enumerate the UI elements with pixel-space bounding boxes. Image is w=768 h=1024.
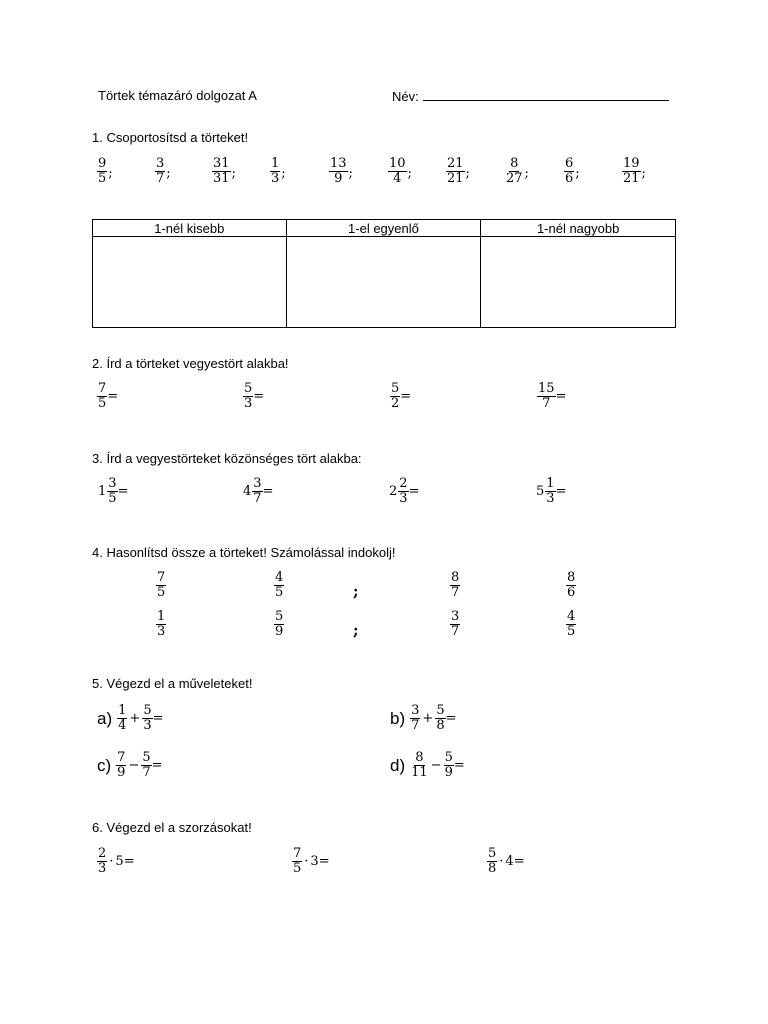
denominator: 8 [436, 718, 445, 733]
denominator: 3 [271, 171, 280, 186]
numerator: 1 [271, 156, 280, 171]
numerator: 8 [415, 750, 424, 765]
name-label: Név: [392, 89, 419, 104]
separator: ; [524, 166, 529, 181]
task1-fraction [155, 157, 171, 186]
denominator: 3 [244, 396, 253, 411]
equals-sign: = [262, 484, 274, 499]
denominator: 21 [447, 171, 464, 186]
denominator: 5 [108, 491, 117, 506]
task1-fraction [212, 157, 236, 186]
whole-part: 4 [243, 484, 252, 499]
denominator: 21 [623, 171, 640, 186]
numerator: 15 [538, 381, 555, 396]
operator: − [430, 758, 442, 773]
numerator: 19 [623, 156, 640, 171]
operator: + [129, 711, 141, 726]
numerator: 9 [98, 156, 107, 171]
numerator: 10 [389, 156, 406, 171]
equals-sign: = [445, 711, 457, 726]
numerator: 3 [451, 609, 460, 624]
denominator: 4 [118, 718, 127, 733]
task3-exercise [389, 477, 419, 506]
task5-exercise-d [390, 751, 465, 780]
task4-fraction [566, 571, 576, 600]
operator: · [304, 854, 309, 869]
numerator: 2 [98, 846, 107, 861]
task2-exercise [537, 382, 566, 411]
numerator: 3 [156, 156, 165, 171]
numerator: 4 [275, 570, 284, 585]
whole-part: 2 [389, 484, 398, 499]
equals-sign: = [253, 389, 265, 404]
separator: ; [166, 166, 171, 181]
factor: 4 [505, 854, 514, 869]
task4-fraction [274, 610, 284, 639]
denominator: 7 [451, 585, 460, 600]
denominator: 9 [117, 765, 126, 780]
task4-heading: 4. Hasonlítsd össze a törteket! Számolással indokolj! [92, 545, 396, 560]
denominator: 3 [399, 491, 408, 506]
task4-fraction [274, 571, 284, 600]
task5-exercise-c [97, 751, 163, 780]
task4-fraction [156, 610, 166, 639]
numerator: 4 [567, 609, 576, 624]
denominator: 7 [411, 718, 420, 733]
numerator: 1 [546, 476, 555, 491]
task1-fraction [97, 157, 113, 186]
numerator: 7 [117, 750, 126, 765]
denominator: 7 [253, 491, 262, 506]
denominator: 9 [275, 624, 284, 639]
task2-exercise [390, 382, 411, 411]
task4-fraction [566, 610, 576, 639]
task6-exercise [292, 847, 330, 876]
equals-sign: = [408, 484, 420, 499]
denominator: 8 [488, 861, 497, 876]
equals-sign: = [152, 711, 164, 726]
numerator: 5 [143, 703, 152, 718]
denominator: 5 [98, 171, 107, 186]
task3-exercise [98, 477, 128, 506]
numerator: 5 [244, 381, 253, 396]
equals-sign: = [513, 854, 525, 869]
denominator: 5 [275, 585, 284, 600]
denominator: 11 [411, 765, 428, 780]
task4-fraction [450, 610, 460, 639]
exercise-label: d) [390, 755, 406, 775]
equals-sign: = [151, 758, 163, 773]
column-header-greater-than-one: 1-nél nagyobb [481, 220, 676, 237]
operator: + [422, 711, 434, 726]
numerator: 2 [399, 476, 408, 491]
table-header-row [93, 220, 676, 237]
task2-exercise [243, 382, 264, 411]
separator: ; [641, 166, 646, 181]
numerator: 5 [275, 609, 284, 624]
task1-fraction [329, 157, 353, 186]
answer-cell-equal-to-one[interactable] [286, 237, 481, 328]
task1-fraction [270, 157, 286, 186]
task4-fraction [156, 571, 166, 600]
denominator: 5 [157, 585, 166, 600]
denominator: 7 [156, 171, 165, 186]
denominator: 6 [567, 585, 576, 600]
task1-fraction [446, 157, 470, 186]
task6-exercise [97, 847, 135, 876]
numerator: 1 [157, 609, 166, 624]
task3-exercise [536, 477, 566, 506]
factor: 3 [310, 854, 319, 869]
numerator: 5 [142, 750, 151, 765]
whole-part: 5 [536, 484, 545, 499]
task1-fraction [505, 157, 529, 186]
numerator: 7 [157, 570, 166, 585]
equals-sign: = [555, 484, 567, 499]
operator: · [109, 854, 114, 869]
numerator: 31 [213, 156, 230, 171]
separator: ; [108, 166, 113, 181]
separator: ; [231, 166, 236, 181]
equals-sign: = [453, 758, 465, 773]
equals-sign: = [318, 854, 330, 869]
numerator: 5 [444, 750, 453, 765]
separator: ; [575, 166, 580, 181]
exercise-label: a) [97, 708, 113, 728]
numerator: 6 [565, 156, 574, 171]
exercise-label: b) [390, 708, 406, 728]
task1-fraction [564, 157, 580, 186]
denominator: 4 [393, 171, 402, 186]
numerator: 8 [510, 156, 519, 171]
grouping-table [92, 219, 676, 328]
equals-sign: = [400, 389, 412, 404]
numerator: 7 [293, 846, 302, 861]
denominator: 7 [451, 624, 460, 639]
task1-fraction [622, 157, 646, 186]
numerator: 7 [98, 381, 107, 396]
denominator: 9 [444, 765, 453, 780]
equals-sign: = [107, 389, 119, 404]
numerator: 13 [330, 156, 347, 171]
task3-exercise [243, 477, 273, 506]
denominator: 9 [334, 171, 343, 186]
numerator: 5 [391, 381, 400, 396]
answer-cell-greater-than-one[interactable] [481, 237, 676, 328]
denominator: 6 [565, 171, 574, 186]
task3-heading: 3. Írd a vegyestörteket közönséges tört alakba: [92, 451, 362, 466]
task1-fraction [388, 157, 412, 186]
equals-sign: = [123, 854, 135, 869]
answer-cell-less-than-one[interactable] [93, 237, 287, 328]
whole-part: 1 [98, 484, 107, 499]
denominator: 3 [98, 861, 107, 876]
task6-exercise [487, 847, 525, 876]
numerator: 8 [567, 570, 576, 585]
numerator: 3 [253, 476, 262, 491]
separator: ; [281, 166, 286, 181]
denominator: 3 [143, 718, 152, 733]
numerator: 3 [411, 703, 420, 718]
numerator: 1 [118, 703, 127, 718]
denominator: 5 [98, 396, 107, 411]
column-header-less-than-one: 1-nél kisebb [93, 220, 287, 237]
denominator: 5 [293, 861, 302, 876]
numerator: 8 [451, 570, 460, 585]
task4-fraction [450, 571, 460, 600]
separator: ; [353, 621, 359, 639]
numerator: 5 [436, 703, 445, 718]
name-field[interactable] [392, 88, 669, 105]
table-answer-row [93, 237, 676, 328]
factor: 5 [115, 854, 124, 869]
task5-exercise-b [390, 704, 457, 733]
separator: ; [353, 582, 359, 600]
denominator: 27 [506, 171, 523, 186]
denominator: 7 [142, 765, 151, 780]
denominator: 5 [567, 624, 576, 639]
numerator: 21 [447, 156, 464, 171]
task5-exercise-a [97, 704, 164, 733]
denominator: 3 [157, 624, 166, 639]
equals-sign: = [117, 484, 129, 499]
task2-exercise [97, 382, 118, 411]
exercise-label: c) [97, 755, 112, 775]
denominator: 7 [542, 396, 551, 411]
task5-heading: 5. Végezd el a műveleteket! [92, 676, 253, 691]
denominator: 2 [391, 396, 400, 411]
column-header-equal-to-one: 1-el egyenlő [286, 220, 481, 237]
operator: · [499, 854, 504, 869]
separator: ; [407, 166, 412, 181]
separator: ; [465, 166, 470, 181]
task6-heading: 6. Végezd el a szorzásokat! [92, 820, 252, 835]
numerator: 5 [488, 846, 497, 861]
equals-sign: = [555, 389, 567, 404]
denominator: 3 [546, 491, 555, 506]
numerator: 3 [108, 476, 117, 491]
separator: ; [348, 166, 353, 181]
worksheet-title: Törtek témazáró dolgozat A [98, 88, 257, 103]
task1-heading: 1. Csoportosítsd a törteket! [92, 130, 249, 145]
operator: − [128, 758, 140, 773]
name-line[interactable] [423, 88, 669, 101]
task2-heading: 2. Írd a törteket vegyestört alakba! [92, 356, 289, 371]
denominator: 31 [213, 171, 230, 186]
